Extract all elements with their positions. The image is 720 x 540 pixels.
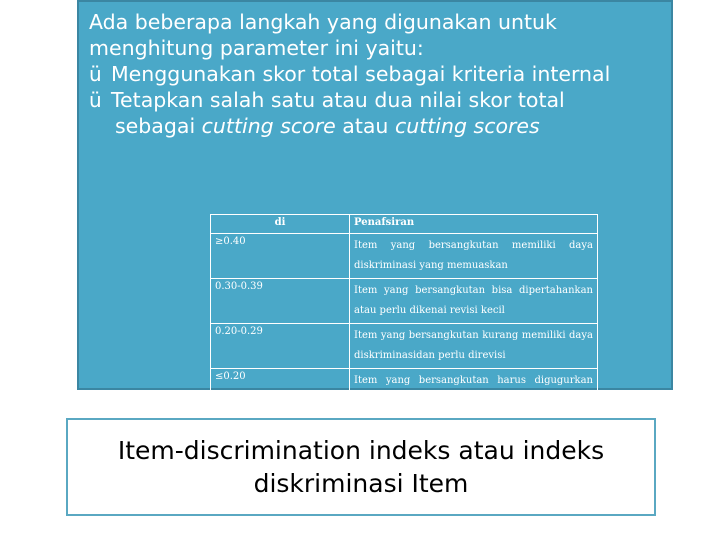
desc-cell: Item yang bersangkutan memiliki daya diskriminasi yang memuaskan <box>350 234 598 279</box>
header-di: di <box>211 215 350 234</box>
intro-text <box>89 9 669 139</box>
intro-line-2: menghitung parameter ini yaitu: <box>89 36 424 60</box>
caption-line-2: diskriminasi Item <box>253 469 469 498</box>
checkmark-icon: ü <box>89 88 102 112</box>
discrimination-table <box>210 214 598 414</box>
desc-cell: Item yang bersangkutan harus digugurkan atau direvisi secara total <box>350 369 598 414</box>
di-cell: 0.20-0.29 <box>211 324 350 369</box>
bullet-text-1: Menggunakan skor total sebagai kriteria internal <box>111 62 611 86</box>
table-row <box>211 279 598 324</box>
bullet-text-2b-em1: cutting score <box>201 114 336 138</box>
bullet-text-2b-prefix: sebagai <box>115 114 202 138</box>
info-panel <box>77 0 673 406</box>
bullet-item-1 <box>89 61 669 87</box>
table-row <box>211 234 598 279</box>
table-row <box>211 369 598 414</box>
bullet-item-2 <box>89 87 669 139</box>
desc-cell: Item yang bersangkutan kurang memiliki daya diskriminasidan perlu direvisi <box>350 324 598 369</box>
checkmark-icon: ü <box>89 62 102 86</box>
di-cell: ≤0.20 <box>211 369 350 414</box>
caption-line-1: Item-discrimination indeks atau indeks <box>117 436 605 465</box>
header-penafsiran: Penafsiran <box>350 215 598 234</box>
caption-box <box>66 418 656 516</box>
di-cell: ≥0.40 <box>211 234 350 279</box>
bullet-text-2b-em2: cutting scores <box>394 114 540 138</box>
caption-text <box>118 434 604 500</box>
bullet-text-2b <box>89 113 669 139</box>
di-cell: 0.30-0.39 <box>211 279 350 324</box>
intro-line-1: Ada beberapa langkah yang digunakan untuk <box>89 10 557 34</box>
bullet-text-2b-mid: atau <box>335 114 395 138</box>
table-row <box>211 324 598 369</box>
bullet-text-2a: Tetapkan salah satu atau dua nilai skor total <box>111 88 565 112</box>
desc-cell: Item yang bersangkutan bisa dipertahankan atau perlu dikenai revisi kecil <box>350 279 598 324</box>
table-header-row <box>211 215 598 234</box>
